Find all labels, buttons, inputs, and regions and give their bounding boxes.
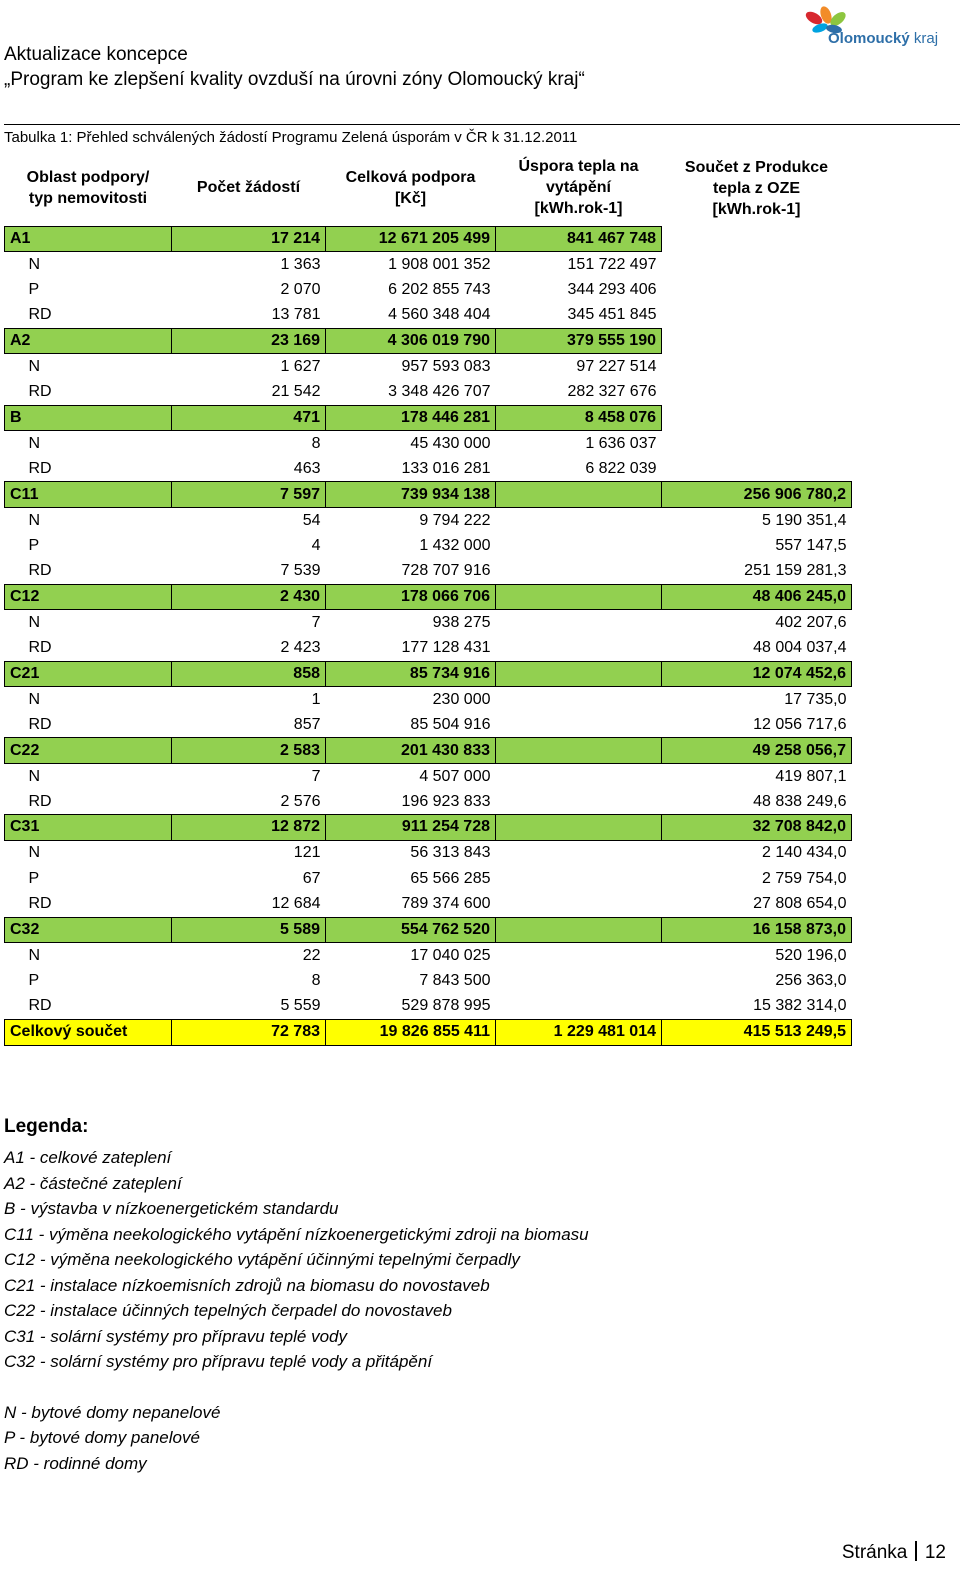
table-cell: P (5, 277, 172, 303)
table-cell: RD (5, 789, 172, 815)
table-cell: 789 374 600 (326, 891, 496, 917)
table-cell: 7 539 (172, 559, 326, 585)
table-cell: 85 734 916 (326, 661, 496, 687)
table-row (5, 636, 852, 662)
legend-items (4, 1145, 589, 1375)
table-cell: 739 934 138 (326, 482, 496, 508)
table-cell: 841 467 748 (496, 226, 662, 252)
table-cell (496, 815, 662, 841)
table-cell: 196 923 833 (326, 789, 496, 815)
legend-types (4, 1400, 589, 1477)
table-cell: C31 (5, 815, 172, 841)
table-cell: RD (5, 712, 172, 738)
table-row (5, 354, 852, 380)
table-cell: 22 (172, 943, 326, 969)
table-cell: 4 (172, 533, 326, 559)
table-cell: C12 (5, 584, 172, 610)
table-cell: N (5, 508, 172, 534)
table-header-row (5, 150, 852, 226)
table-cell: 230 000 (326, 687, 496, 713)
table-cell: 911 254 728 (326, 815, 496, 841)
table-cell (496, 482, 662, 508)
legend-item: N - bytové domy nepanelové (4, 1402, 221, 1422)
page-label: Stránka (841, 1542, 908, 1563)
table-cell: RD (5, 380, 172, 406)
legend-item: P - bytové domy panelové (4, 1428, 200, 1447)
table-cell: 65 566 285 (326, 866, 496, 892)
table-cell: 256 906 780,2 (662, 482, 852, 508)
table-cell (662, 456, 852, 482)
table-cell: Celkový součet (5, 1019, 172, 1045)
table-cell: 419 807,1 (662, 763, 852, 789)
table-cell: 178 066 706 (326, 584, 496, 610)
table-cell: N (5, 354, 172, 380)
table-cell: P (5, 533, 172, 559)
table-cell: 12 056 717,6 (662, 712, 852, 738)
table-cell: 1 908 001 352 (326, 252, 496, 278)
table-row (5, 866, 852, 892)
table-cell: 379 555 190 (496, 328, 662, 354)
legend-item: A2 - částečné zateplení (4, 1173, 182, 1193)
table-cell: 21 542 (172, 380, 326, 406)
grants-table (4, 150, 852, 1046)
table-row (5, 252, 852, 278)
table-cell: 48 004 037,4 (662, 636, 852, 662)
table-cell (496, 840, 662, 866)
page-separator (915, 1541, 917, 1561)
table-cell: 6 202 855 743 (326, 277, 496, 303)
table-cell: 3 348 426 707 (326, 380, 496, 406)
table-cell: 7 (172, 610, 326, 636)
table-row (5, 763, 852, 789)
table-cell: 67 (172, 866, 326, 892)
page-number-value: 12 (924, 1542, 946, 1563)
legend-item: C21 - instalace nízkoemisních zdrojů na biomasu do novostaveb (4, 1275, 490, 1295)
document-header (4, 42, 585, 92)
table-cell: A2 (5, 328, 172, 354)
table-cell: 6 822 039 (496, 456, 662, 482)
table-cell: 19 826 855 411 (326, 1019, 496, 1045)
header-count: Počet žádostí (196, 179, 301, 197)
table-cell: 5 589 (172, 917, 326, 943)
table-cell (496, 738, 662, 764)
table-cell (496, 687, 662, 713)
table-cell: 201 430 833 (326, 738, 496, 764)
table-cell: 957 593 083 (326, 354, 496, 380)
table-group-row (5, 661, 852, 687)
table-cell (496, 508, 662, 534)
table-row (5, 968, 852, 994)
table-cell: 8 (172, 431, 326, 457)
table-cell: C22 (5, 738, 172, 764)
table-row (5, 687, 852, 713)
table-cell: 85 504 916 (326, 712, 496, 738)
table-row (5, 840, 852, 866)
table-cell: 1 432 000 (326, 533, 496, 559)
table-row (5, 508, 852, 534)
table-cell: N (5, 840, 172, 866)
table-cell: 12 684 (172, 891, 326, 917)
table-cell: 728 707 916 (326, 559, 496, 585)
table-cell: 345 451 845 (496, 303, 662, 329)
table-cell: RD (5, 456, 172, 482)
table-cell (496, 661, 662, 687)
table-cell: 7 843 500 (326, 968, 496, 994)
header-subtitle: „Program ke zlepšení kvality ovzduší na úrovni zóny Olomoucký kraj“ (4, 69, 585, 90)
table-row (5, 431, 852, 457)
table-cell (496, 533, 662, 559)
table-cell (662, 277, 852, 303)
table-cell: C21 (5, 661, 172, 687)
table-cell: 15 382 314,0 (662, 994, 852, 1020)
table-row (5, 303, 852, 329)
table-cell: C32 (5, 917, 172, 943)
table-cell (496, 917, 662, 943)
table-row (5, 891, 852, 917)
table-cell: 12 074 452,6 (662, 661, 852, 687)
table-cell (496, 712, 662, 738)
table-cell: 463 (172, 456, 326, 482)
table-cell: N (5, 943, 172, 969)
table-cell: 32 708 842,0 (662, 815, 852, 841)
table-cell: 56 313 843 (326, 840, 496, 866)
table-cell: N (5, 431, 172, 457)
table-total-row (5, 1019, 852, 1045)
table-cell: 13 781 (172, 303, 326, 329)
table-cell: 17 214 (172, 226, 326, 252)
table-cell: 45 430 000 (326, 431, 496, 457)
table-cell: 938 275 (326, 610, 496, 636)
table-cell: 1 627 (172, 354, 326, 380)
olomoucky-kraj-logo (794, 4, 944, 56)
table-cell: 2 070 (172, 277, 326, 303)
table-cell (662, 431, 852, 457)
table-row (5, 277, 852, 303)
table-cell: 344 293 406 (496, 277, 662, 303)
table-cell: RD (5, 636, 172, 662)
table-cell: 402 207,6 (662, 610, 852, 636)
table-cell: 9 794 222 (326, 508, 496, 534)
legend-item: C11 - výměna neekologického vytápění nízkoenergetickými zdroji na biomasu (4, 1224, 589, 1244)
table-cell (662, 328, 852, 354)
table-cell: 8 (172, 968, 326, 994)
legend-item: C32 - solární systémy pro přípravu teplé vody a přitápění (4, 1352, 433, 1371)
legend-item: C12 - výměna neekologického vytápění účinnými tepelnými čerpadly (4, 1250, 520, 1269)
table-group-row (5, 815, 852, 841)
table-cell: 151 722 497 (496, 252, 662, 278)
table-cell: 1 (172, 687, 326, 713)
logo-wordmark: Olomoucký kraj (828, 30, 939, 47)
header-support: Celková podpora [Kč] (345, 168, 476, 207)
table-cell: 2 576 (172, 789, 326, 815)
table-cell: P (5, 866, 172, 892)
table-cell: 2 423 (172, 636, 326, 662)
table-row (5, 943, 852, 969)
page-number (842, 1540, 946, 1566)
legend-item: C22 - instalace účinných tepelných čerpadel do novostaveb (4, 1301, 452, 1320)
table-cell: C11 (5, 482, 172, 508)
table-cell: 8 458 076 (496, 405, 662, 431)
table-group-row (5, 328, 852, 354)
header-area: Oblast podpory/ typ nemovitosti (26, 168, 150, 207)
table-cell: 4 306 019 790 (326, 328, 496, 354)
header-oze-production: Součet z Produkce tepla z OZE [kWh.rok-1] (684, 158, 829, 218)
legend-item: RD - rodinné domy (4, 1453, 147, 1473)
table-group-row (5, 482, 852, 508)
table-row (5, 610, 852, 636)
table-cell: 1 636 037 (496, 431, 662, 457)
table-cell: 5 190 351,4 (662, 508, 852, 534)
table-cell: N (5, 763, 172, 789)
table-cell (496, 610, 662, 636)
table-cell (662, 380, 852, 406)
table-row (5, 712, 852, 738)
table-cell: 27 808 654,0 (662, 891, 852, 917)
table-row (5, 380, 852, 406)
table-cell: 520 196,0 (662, 943, 852, 969)
table-cell: N (5, 610, 172, 636)
table-cell (662, 303, 852, 329)
table-cell (496, 789, 662, 815)
table-group-row (5, 738, 852, 764)
table-cell: 282 327 676 (496, 380, 662, 406)
table-cell: 1 363 (172, 252, 326, 278)
table-cell: RD (5, 559, 172, 585)
table-cell (496, 943, 662, 969)
legend-title: Legenda: (4, 1116, 89, 1137)
table-cell: 16 158 873,0 (662, 917, 852, 943)
table-cell: 7 597 (172, 482, 326, 508)
table-cell (496, 763, 662, 789)
table-cell: 5 559 (172, 994, 326, 1020)
table-cell: 72 783 (172, 1019, 326, 1045)
table-caption: Tabulka 1: Přehled schválených žádostí Programu Zelená úsporám v ČR k 31.12.2011 (4, 129, 578, 146)
table-row (5, 533, 852, 559)
table-cell: 49 258 056,7 (662, 738, 852, 764)
table-group-row (5, 405, 852, 431)
table-cell: 4 507 000 (326, 763, 496, 789)
table-cell: 133 016 281 (326, 456, 496, 482)
legend-item: C31 - solární systémy pro přípravu teplé vody (4, 1326, 347, 1346)
table-row (5, 559, 852, 585)
table-cell: RD (5, 994, 172, 1020)
table-cell (662, 405, 852, 431)
table-cell: 554 762 520 (326, 917, 496, 943)
legend-item: A1 - celkové zateplení (4, 1148, 172, 1167)
table-cell (662, 226, 852, 252)
table-cell: 121 (172, 840, 326, 866)
table-cell: 256 363,0 (662, 968, 852, 994)
table-cell (496, 559, 662, 585)
table-cell: 54 (172, 508, 326, 534)
table-cell: 23 169 (172, 328, 326, 354)
table-cell: 4 560 348 404 (326, 303, 496, 329)
table-cell: 2 430 (172, 584, 326, 610)
table-cell: 48 838 249,6 (662, 789, 852, 815)
table-cell: 2 583 (172, 738, 326, 764)
table-cell: 2 140 434,0 (662, 840, 852, 866)
table-cell (662, 354, 852, 380)
table-cell: 12 872 (172, 815, 326, 841)
table-cell (496, 584, 662, 610)
legend-item: B - výstavba v nízkoenergetickém standardu (4, 1199, 339, 1218)
table-cell: 858 (172, 661, 326, 687)
table-group-row (5, 226, 852, 252)
table-cell: N (5, 252, 172, 278)
header-title: Aktualizace koncepce (4, 44, 188, 65)
table-cell: 17 735,0 (662, 687, 852, 713)
table-cell: 471 (172, 405, 326, 431)
table-cell: B (5, 405, 172, 431)
table-cell: N (5, 687, 172, 713)
table-cell (662, 252, 852, 278)
table-row (5, 994, 852, 1020)
table-cell: A1 (5, 226, 172, 252)
table-cell: RD (5, 303, 172, 329)
table-cell: 17 040 025 (326, 943, 496, 969)
table-cell (496, 968, 662, 994)
table-group-row (5, 917, 852, 943)
table-cell: 2 759 754,0 (662, 866, 852, 892)
table-cell: 251 159 281,3 (662, 559, 852, 585)
table-cell: RD (5, 891, 172, 917)
table-cell: 97 227 514 (496, 354, 662, 380)
table-row (5, 789, 852, 815)
header-heat-saving: Úspora tepla na vytápění [kWh.rok-1] (518, 158, 639, 218)
table-cell: 12 671 205 499 (326, 226, 496, 252)
table-cell: P (5, 968, 172, 994)
table-cell: 7 (172, 763, 326, 789)
table-cell: 557 147,5 (662, 533, 852, 559)
table-cell: 857 (172, 712, 326, 738)
table-cell: 177 128 431 (326, 636, 496, 662)
table-cell (496, 636, 662, 662)
table-group-row (5, 584, 852, 610)
legend (4, 1114, 589, 1476)
header-divider (4, 124, 960, 125)
table-cell: 415 513 249,5 (662, 1019, 852, 1045)
table-cell: 178 446 281 (326, 405, 496, 431)
table-cell (496, 994, 662, 1020)
table-cell (496, 866, 662, 892)
table-cell: 48 406 245,0 (662, 584, 852, 610)
table-row (5, 456, 852, 482)
table-cell: 1 229 481 014 (496, 1019, 662, 1045)
table-cell: 529 878 995 (326, 994, 496, 1020)
table-cell (496, 891, 662, 917)
